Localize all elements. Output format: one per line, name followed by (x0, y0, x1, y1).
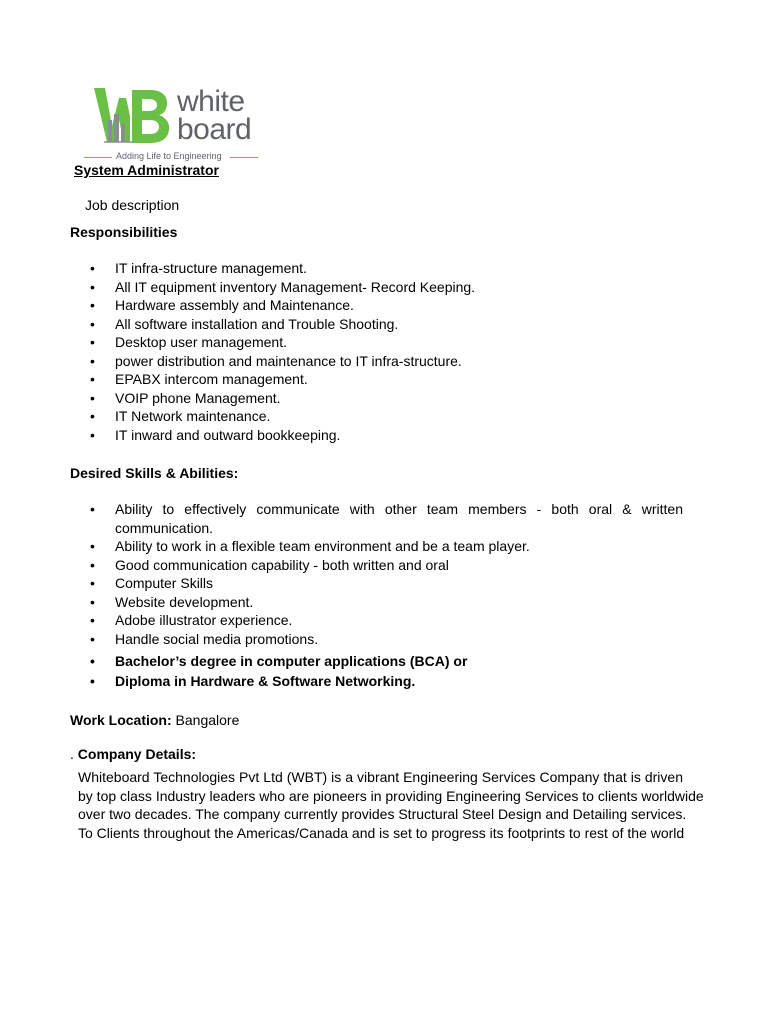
paragraph-line: Whiteboard Technologies Pvt Ltd (WBT) is a vibrant Engineering Services Company that is driven (78, 769, 683, 785)
bullet-icon: • (90, 501, 95, 517)
work-location-label: Work Location: (70, 712, 172, 728)
bullet-icon: • (90, 538, 95, 554)
list-item: • IT infra-structure management. (90, 260, 307, 276)
list-item: • Diploma in Hardware & Software Networking. (90, 673, 416, 689)
bullet-icon: • (90, 653, 95, 669)
tagline-text: Adding Life to Engineering (116, 151, 222, 161)
responsibilities-list (90, 259, 683, 444)
responsibilities-heading: Responsibilities (70, 224, 178, 240)
list-item: • VOIP phone Management. (90, 389, 281, 406)
bullet-icon: • (90, 426, 95, 443)
company-logo (84, 82, 264, 166)
bullet-icon: • (90, 315, 95, 332)
bullet-icon: • (90, 408, 95, 424)
list-item: • Computer Skills (90, 575, 214, 591)
work-location (70, 712, 239, 728)
list-item: • Bachelor’s degree in computer applications (BCA) or (90, 653, 468, 669)
bullet-icon: • (90, 556, 95, 573)
list-item: • All software installation and Trouble Shooting. (90, 315, 399, 332)
list-item: • Hardware assembly and Maintenance. (90, 297, 354, 313)
skills-list (90, 500, 683, 691)
paragraph-line: over two decades. The company currently provides Structural Steel Design and Detailing services. (78, 806, 687, 822)
list-item: • Ability to effectively communicate with other team members - both oral & written communication. (90, 501, 683, 536)
bullet-icon: • (90, 260, 95, 276)
paragraph-line: by top class Industry leaders who are pioneers in providing Engineering Services to clients worldwide (78, 787, 704, 804)
work-location-value: Bangalore (171, 712, 240, 728)
list-item: • Adobe illustrator experience. (90, 612, 293, 628)
bullet-icon: • (90, 278, 95, 295)
list-item: • Website development. (90, 593, 254, 610)
logo-word-white: white (177, 85, 245, 118)
list-item: • EPABX intercom management. (90, 371, 308, 387)
bullet-icon: • (90, 334, 95, 350)
job-title: System Administrator (74, 162, 219, 178)
bullet-icon: • (90, 389, 95, 406)
bullet-icon: • (90, 371, 95, 387)
bullet-icon: • (90, 673, 95, 689)
tagline-rule-right (230, 157, 258, 158)
bullet-icon: • (90, 352, 95, 369)
bullet-icon: • (90, 593, 95, 610)
list-item: • power distribution and maintenance to IT infra-structure. (90, 352, 462, 369)
tagline-rule-left (84, 157, 112, 158)
bullet-icon: • (90, 297, 95, 313)
logo-word-board: board (177, 113, 252, 146)
list-item: • Ability to work in a flexible team environment and be a team player. (90, 538, 530, 554)
list-item: • All IT equipment inventory Management- Record Keeping. (90, 278, 476, 295)
paragraph-line: To Clients throughout the Americas/Canada and is set to progress its footprints to rest of the world (78, 824, 685, 841)
list-item: • IT Network maintenance. (90, 408, 271, 424)
bullet-icon: • (90, 575, 95, 591)
company-details-paragraph (78, 768, 704, 842)
job-description-label: Job description (85, 197, 180, 213)
bullet-icon: • (90, 612, 95, 628)
list-item: • IT inward and outward bookkeeping. (90, 426, 341, 443)
list-item: • Handle social media promotions. (90, 630, 319, 647)
company-details-heading: . Company Details: (70, 746, 197, 762)
bullet-icon: • (90, 630, 95, 647)
list-item: • Good communication capability - both written and oral (90, 556, 449, 573)
list-item: • Desktop user management. (90, 334, 287, 350)
wb-logo-mark (92, 86, 172, 146)
skills-heading: Desired Skills & Abilities: (70, 465, 239, 481)
company-details-label: Company Details: (77, 746, 197, 762)
